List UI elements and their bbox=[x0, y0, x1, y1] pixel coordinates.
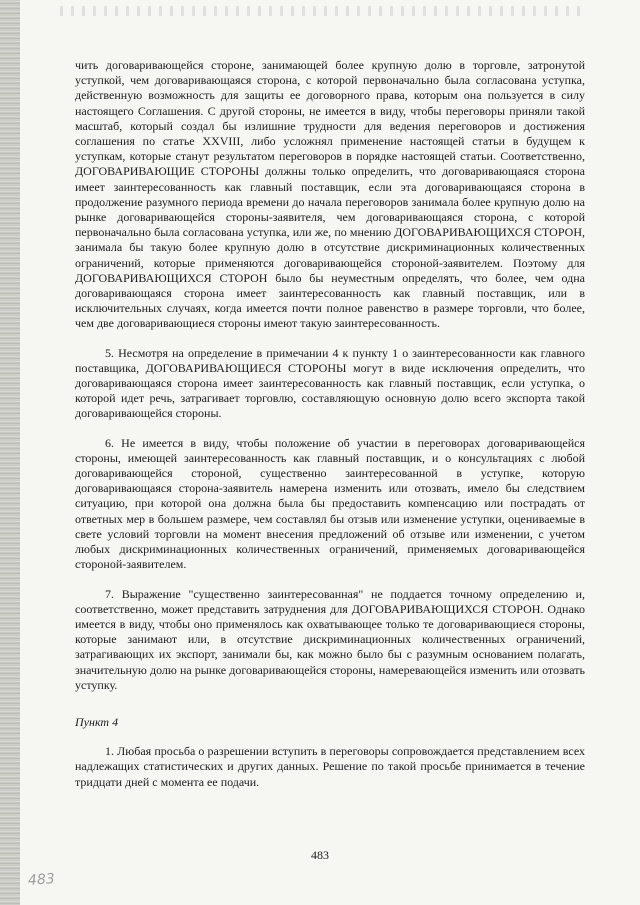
binding-edge bbox=[0, 0, 20, 905]
handwritten-margin-note: 483 bbox=[27, 871, 56, 889]
scan-noise bbox=[60, 6, 580, 16]
page-number: 483 bbox=[311, 848, 329, 862]
section-paragraph-1: 1. Любая просьба о разрешении вступить в переговоры сопровождается представлением всех надлежащих статистических и других данных. Решение по такой просьбе принимается в течение тридцати дней с момента ее подачи. bbox=[75, 744, 585, 789]
paragraph-continuation: чить договаривающейся стороне, занимающей более крупную долю в торговле, затронутой уступкой, чем договаривающаяся сторона, с которой первоначально была согласована уступка, действенную возможность для защиты ее договорного права, которым она пользуется в силу настоящего Соглашения. С другой стороны, не имеется в виду, чтобы переговоры приняли такой масштаб, который создал бы излишние трудности для ведения переговоров и достижения соглашения по статье XXVIII, либо усложнял применение настоящей статьи в будущем к уступкам, которые станут результатом переговоров в порядке настоящей статьи. Соответственно, ДОГОВАРИВАЮЩИЕ СТОРОНЫ должны только определить, что договаривающаяся сторона имеет заинтересованность как главный поставщик, если эта договаривающаяся сторона в продолжение разумного периода времени до начала переговоров занимала более крупную долю на рынке договаривающейся стороны-заявителя, чем договаривающаяся сторона, с которой первоначально была согласована уступка, или же, по мнению ДОГОВАРИВАЮЩИХСЯ СТОРОН, занимала бы такую более крупную долю в отсутствие дискриминационных количественных ограничений, которые применяются договаривающейся стороной-заявителем. Поэтому для ДОГОВАРИВАЮЩИХСЯ СТОРОН было бы неуместным определять, что более, чем одна договаривающаяся сторона имеет заинтересованность как главный поставщик, или в исключительных случаях, когда имеется почти полное равенство в размере торговли, что более, чем две договаривающиеся стороны имеют такую заинтересованность. bbox=[75, 58, 585, 331]
paragraph-6: 6. Не имеется в виду, чтобы положение об участии в переговорах договаривающейся стороны, имеющей заинтересованность как главный поставщик, и о консультациях с любой договаривающейся стороной, существенно заинтересованной в уступке, которую договаривающаяся сторона-заявитель намерена изменить или отозвать, имело бы следствием ситуацию, при которой она должна была бы предоставить компенсацию или пострадать от ответных мер в большем размере, чем составлял бы отзыв или изменение уступки, оцениваемые в свете условий торговли на момент внесения предложений об отзыве или изменении, с учетом любых дискриминационных количественных ограничений, применяемых договаривающейся стороной-заявителем. bbox=[75, 435, 585, 572]
paragraph-7: 7. Выражение "существенно заинтересованная" не поддается точному определению и, соответственно, может представить затруднения для ДОГОВАРИВАЮЩИХСЯ СТОРОН. Однако имеется в виду, чтобы оно применялось как охватывающее только те договаривающиеся стороны, которые занимают или, в отсутствие дискриминационных количественных ограничений, затрагивающих их экспорт, занимали бы, как можно было бы с разумным основанием полагать, значительную долю на рынке договаривающейся стороны, намеревающейся изменить или отозвать уступку. bbox=[75, 586, 585, 692]
section-heading: Пункт 4 bbox=[75, 714, 119, 729]
paragraph-5: 5. Несмотря на определение в примечании 4 к пункту 1 о заинтересованности как главного поставщика, ДОГОВАРИВАЮЩИЕСЯ СТОРОНЫ могут в виде исключения определить, что договаривающаяся сторона имеет заинтересованность как главный поставщик, если уступка, о которой идет речь, затрагивает торговлю, составляющую основную долю всего экспорта такой договаривающейся стороны. bbox=[75, 345, 585, 421]
document-body bbox=[75, 58, 585, 790]
